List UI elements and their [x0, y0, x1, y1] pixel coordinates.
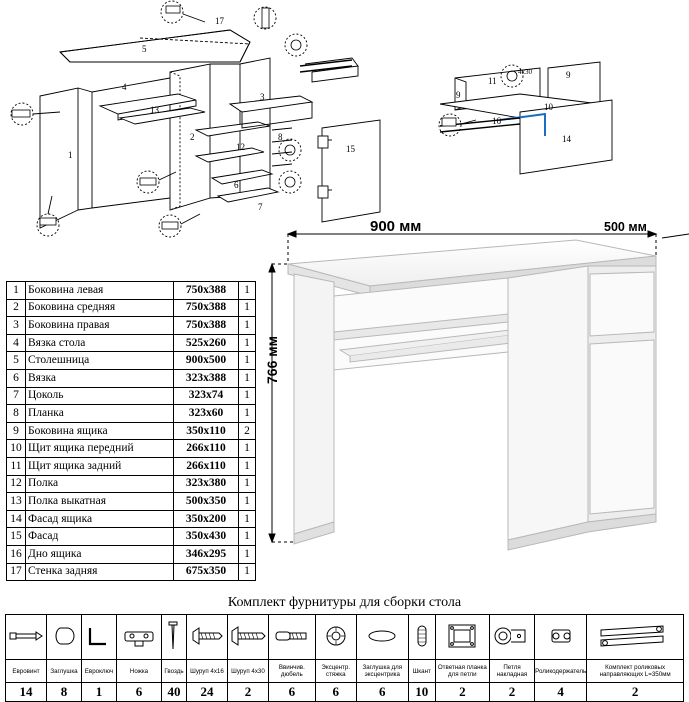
hardware-name: Ввинчив. дюбель — [269, 660, 316, 683]
table-row — [7, 493, 256, 511]
part-name: Щит ящика задний — [26, 457, 174, 475]
table-row — [7, 563, 256, 581]
part-name: Фасад ящика — [26, 510, 174, 528]
callout-10: 10 — [544, 102, 553, 112]
part-size: 350x200 — [174, 510, 239, 528]
part-size: 266x110 — [174, 457, 239, 475]
nail-icon — [162, 615, 187, 660]
callout-12: 12 — [236, 142, 245, 152]
part-num: 11 — [7, 457, 26, 475]
part-num: 8 — [7, 405, 26, 423]
callout-11: 11 — [488, 76, 497, 86]
part-qty: 2 — [239, 422, 256, 440]
part-size: 750x388 — [174, 282, 239, 300]
eccentric-cap-icon — [356, 615, 408, 660]
part-qty: 1 — [239, 545, 256, 563]
hardware-name: Заглушка — [47, 660, 82, 683]
slide-set-icon — [587, 615, 684, 660]
part-qty: 1 — [239, 299, 256, 317]
callout-3: 3 — [260, 92, 265, 102]
hardware-name: Петля накладная — [489, 660, 534, 683]
hardware-qty: 6 — [269, 683, 316, 702]
part-qty: 1 — [239, 387, 256, 405]
hardware-name: Шуруп 4x30 — [228, 660, 269, 683]
part-num: 7 — [7, 387, 26, 405]
hardware-qty: 4 — [535, 683, 587, 702]
part-num: 2 — [7, 299, 26, 317]
dowel-screw-icon — [269, 615, 316, 660]
dowel-icon — [408, 615, 435, 660]
exploded-diagram-svg — [0, 0, 689, 250]
part-name: Вязка стола — [26, 334, 174, 352]
part-qty: 1 — [239, 282, 256, 300]
part-size: 675x350 — [174, 563, 239, 581]
table-row — [7, 282, 256, 300]
hardware-qty-row — [6, 683, 684, 702]
hardware-qty: 8 — [47, 683, 82, 702]
screw-4x30-icon — [228, 615, 269, 660]
hardware-icon-row — [6, 615, 684, 660]
part-qty: 1 — [239, 405, 256, 423]
part-qty: 1 — [239, 510, 256, 528]
table-row — [7, 334, 256, 352]
part-name: Столешница — [26, 352, 174, 370]
callout-4: 4 — [122, 82, 127, 92]
part-size: 323x60 — [174, 405, 239, 423]
part-qty: 1 — [239, 440, 256, 458]
part-qty: 1 — [239, 528, 256, 546]
height-dimension-label: 766 мм — [263, 336, 280, 384]
part-num: 14 — [7, 510, 26, 528]
callout-7: 7 — [258, 202, 263, 212]
hardware-name: Заглушка для эксцентрика — [356, 660, 408, 683]
callout-6: 6 — [234, 180, 239, 190]
foot-icon — [117, 615, 162, 660]
part-qty: 1 — [239, 317, 256, 335]
hardware-name: Роликодержатель — [535, 660, 587, 683]
part-size: 500x350 — [174, 493, 239, 511]
hardware-qty: 6 — [356, 683, 408, 702]
callout-15: 15 — [346, 144, 355, 154]
part-name: Боковина левая — [26, 282, 174, 300]
hardware-qty: 6 — [315, 683, 356, 702]
table-row — [7, 405, 256, 423]
part-name: Боковина средняя — [26, 299, 174, 317]
callout-9: 9 — [566, 70, 571, 80]
hardware-qty: 10 — [408, 683, 435, 702]
hardware-name: Евроключ — [82, 660, 117, 683]
part-name: Щит ящика передний — [26, 440, 174, 458]
part-num: 3 — [7, 317, 26, 335]
table-row — [7, 545, 256, 563]
table-row — [7, 299, 256, 317]
part-name: Цоколь — [26, 387, 174, 405]
hardware-qty: 2 — [228, 683, 269, 702]
exploded-views — [0, 0, 689, 250]
table-row — [7, 528, 256, 546]
callout-17: 17 — [215, 16, 224, 26]
table-row — [7, 440, 256, 458]
callout-4x30: 4x30 — [518, 68, 532, 76]
part-size: 525x260 — [174, 334, 239, 352]
callout-2: 2 — [190, 132, 195, 142]
parts-table — [6, 281, 256, 581]
hardware-qty: 2 — [489, 683, 534, 702]
screw-4x16-icon — [187, 615, 228, 660]
table-row — [7, 369, 256, 387]
product-svg — [258, 222, 689, 582]
callout-14: 14 — [562, 134, 571, 144]
part-name: Боковина правая — [26, 317, 174, 335]
finished-product-view — [258, 218, 689, 582]
part-qty: 1 — [239, 352, 256, 370]
hardware-kit-title: Комплект фурнитуры для сборки стола — [227, 595, 462, 610]
hardware-name: Ножка — [117, 660, 162, 683]
hardware-name: Эксцентр. стяжка — [315, 660, 356, 683]
hardware-qty: 6 — [117, 683, 162, 702]
part-size: 266x110 — [174, 440, 239, 458]
part-num: 17 — [7, 563, 26, 581]
part-qty: 1 — [239, 475, 256, 493]
table-row — [7, 387, 256, 405]
part-size: 346x295 — [174, 545, 239, 563]
part-qty: 1 — [239, 563, 256, 581]
cap-icon — [47, 615, 82, 660]
hardware-qty: 24 — [187, 683, 228, 702]
hardware-name: Ответная планка для петли — [435, 660, 489, 683]
part-size: 750x388 — [174, 317, 239, 335]
width-dimension-label: 900 мм — [370, 218, 422, 235]
part-name: Вязка — [26, 369, 174, 387]
part-num: 15 — [7, 528, 26, 546]
part-qty: 1 — [239, 493, 256, 511]
hardware-name: Шуруп 4x16 — [187, 660, 228, 683]
callout-5: 5 — [142, 44, 147, 54]
roller-holder-icon — [535, 615, 587, 660]
table-row — [7, 352, 256, 370]
part-name: Боковина ящика — [26, 422, 174, 440]
part-num: 4 — [7, 334, 26, 352]
part-size: 323x380 — [174, 475, 239, 493]
part-size: 350x430 — [174, 528, 239, 546]
part-name: Планка — [26, 405, 174, 423]
table-row — [7, 457, 256, 475]
part-num: 12 — [7, 475, 26, 493]
part-num: 16 — [7, 545, 26, 563]
part-size: 750x388 — [174, 299, 239, 317]
table-row — [7, 422, 256, 440]
part-num: 9 — [7, 422, 26, 440]
part-name: Дно ящика — [26, 545, 174, 563]
part-name: Полка выкатная — [26, 493, 174, 511]
part-size: 350x110 — [174, 422, 239, 440]
depth-dimension-label: 500 мм — [604, 220, 647, 234]
hardware-qty: 1 — [82, 683, 117, 702]
callout-1: 1 — [68, 150, 73, 160]
table-row — [7, 510, 256, 528]
hardware-name: Комплект роликовых направляющих L=350мм — [587, 660, 684, 683]
hardware-name: Евровинт — [6, 660, 47, 683]
part-num: 13 — [7, 493, 26, 511]
hardware-qty: 14 — [6, 683, 47, 702]
allen-key-icon — [82, 615, 117, 660]
hinge-icon — [489, 615, 534, 660]
hardware-qty: 2 — [435, 683, 489, 702]
part-name: Фасад — [26, 528, 174, 546]
callout-16: 16 — [492, 116, 501, 126]
hardware-name: Гвоздь — [162, 660, 187, 683]
part-size: 323x388 — [174, 369, 239, 387]
hardware-table — [5, 614, 684, 702]
callout-8: 8 — [278, 132, 283, 142]
hardware-name: Шкант — [408, 660, 435, 683]
part-num: 5 — [7, 352, 26, 370]
euro-screw-icon — [6, 615, 47, 660]
table-row — [7, 317, 256, 335]
callout-9b: 9 — [456, 90, 461, 100]
hardware-name-row — [6, 660, 684, 683]
part-num: 1 — [7, 282, 26, 300]
part-name: Полка — [26, 475, 174, 493]
part-size: 323x74 — [174, 387, 239, 405]
part-size: 900x500 — [174, 352, 239, 370]
part-num: 6 — [7, 369, 26, 387]
callout-13: 13 — [150, 105, 159, 115]
hardware-qty: 2 — [587, 683, 684, 702]
part-num: 10 — [7, 440, 26, 458]
part-qty: 1 — [239, 369, 256, 387]
part-name: Стенка задняя — [26, 563, 174, 581]
part-qty: 1 — [239, 334, 256, 352]
hardware-qty: 40 — [162, 683, 187, 702]
eccentric-tie-icon — [315, 615, 356, 660]
hinge-plate-icon — [435, 615, 489, 660]
part-qty: 1 — [239, 457, 256, 475]
table-row — [7, 475, 256, 493]
